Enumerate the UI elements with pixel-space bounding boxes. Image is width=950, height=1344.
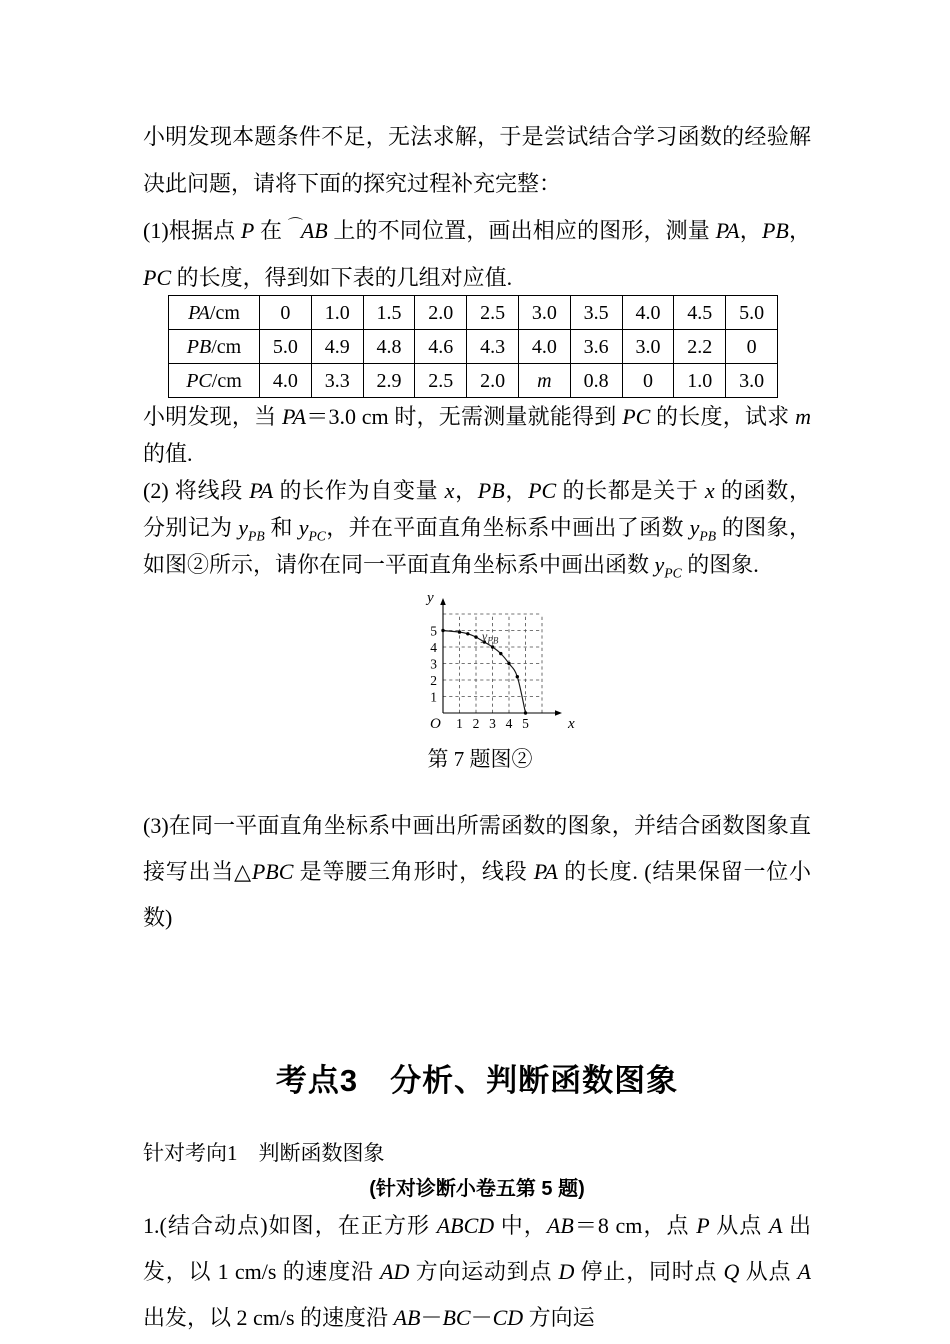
- paragraph-intro: 小明发现本题条件不足，无法求解，于是尝试结合学习函数的经验解决此问题，请将下面的探究过程补充完整：: [143, 124, 811, 196]
- table-cell: 0.8: [570, 364, 622, 398]
- table-cell: 1.5: [363, 296, 415, 330]
- text-segment: m: [537, 369, 552, 392]
- svg-text:4: 4: [505, 716, 512, 731]
- table-cell: 0: [260, 296, 312, 330]
- text-segment: D: [558, 1259, 575, 1284]
- text-segment: AB: [300, 218, 328, 243]
- table-cell: 4.0: [622, 296, 674, 330]
- paragraph-problem1: 1.(结合动点)如图，在正方形 ABCD 中，AB＝8 cm，点 P 从点 A 出发，以 1 cm/s 的速度沿 AD 方向运动到点 D 停止，同时点 Q 从点 A 出发，以 2 cm/s 的速度沿 AB－BC－CD 方向运: [143, 1213, 811, 1330]
- svg-text:2: 2: [472, 716, 479, 731]
- svg-text:2: 2: [429, 672, 437, 688]
- text-segment: AB: [393, 1305, 421, 1330]
- text-segment: y: [238, 515, 249, 540]
- table-cell: 2.2: [674, 330, 726, 364]
- text-segment: PB: [477, 478, 505, 503]
- table-cell: 2.0: [467, 364, 519, 398]
- text-segment: PB: [761, 218, 789, 243]
- table-cell: [518, 364, 570, 398]
- table-cell: 4.5: [674, 296, 726, 330]
- svg-text:O: O: [429, 716, 441, 732]
- table-cell: 4.0: [260, 364, 312, 398]
- svg-text:1: 1: [455, 716, 463, 731]
- text-segment: CD: [492, 1305, 524, 1330]
- text-segment: PC: [143, 265, 172, 290]
- table-cell: 4.3: [467, 330, 519, 364]
- table-cell: 5.0: [260, 330, 312, 364]
- table-cell: 3.3: [311, 364, 363, 398]
- table-cell: 1.0: [311, 296, 363, 330]
- table-cell: 2.9: [363, 364, 415, 398]
- table-cell: 0: [726, 330, 778, 364]
- text-segment: PA: [249, 478, 274, 503]
- text-segment: PBC: [251, 859, 294, 884]
- table-row: [169, 364, 778, 398]
- subsection-heading: 针对考向1 判断函数图象: [143, 1141, 385, 1165]
- table-cell: 5.0: [726, 296, 778, 330]
- source-note: (针对诊断小卷五第 5 题): [369, 1178, 585, 1200]
- text-segment: PB: [699, 528, 717, 544]
- text-segment: Q: [723, 1259, 740, 1284]
- svg-text:x: x: [567, 716, 575, 732]
- text-segment: A: [797, 1259, 811, 1284]
- table-cell: 4.9: [311, 330, 363, 364]
- text-segment: P: [240, 218, 255, 243]
- svg-text:5: 5: [521, 716, 529, 731]
- paragraph-part1: (1)根据点 P 在 ⌒AB 上的不同位置，画出相应的图形，测量 PA，PB，PC 的长度，得到如下表的几组对应值.: [143, 217, 811, 290]
- table-cell: 4.8: [363, 330, 415, 364]
- coordinate-graph: [413, 583, 578, 741]
- text-segment: y: [689, 515, 700, 540]
- text-segment: PA: [188, 301, 210, 324]
- row-header-cell: PC/cm: [169, 364, 260, 398]
- figure-caption: 第 7 题图②: [427, 747, 533, 771]
- svg-text:yPB: $y_{PB}$: [481, 629, 498, 646]
- data-table-body: [169, 296, 778, 398]
- table-cell: 3.0: [518, 296, 570, 330]
- text-segment: PB: [248, 528, 265, 544]
- text-segment: ABCD: [436, 1213, 495, 1238]
- figure-graph: [143, 583, 811, 773]
- table-cell: 4.6: [415, 330, 467, 364]
- table-cell: 2.5: [415, 364, 467, 398]
- paragraph-part2: (2) 将线段 PA 的长作为自变量 x，PB，PC 的长都是关于 x 的函数，分别记为 $y_{PB}$ 和 $y_{PC}$，并在平面直角坐标系中画出了函数 $y_{PB}$ 的图象，如图②所示，请你在同一平面直角坐标系中画出函数 $y_{PC}$ 的图象.: [143, 478, 811, 581]
- table-row: [169, 330, 778, 364]
- text-segment: PB: [186, 335, 212, 358]
- text-segment: x: [704, 478, 715, 503]
- text-segment: PA: [533, 859, 558, 884]
- text-segment: PC: [186, 369, 212, 392]
- text-segment: PC: [528, 478, 557, 503]
- text-segment: AB: [546, 1213, 574, 1238]
- measurement-table: [168, 295, 778, 398]
- table-cell: 4.0: [518, 330, 570, 364]
- svg-text:4: 4: [429, 639, 437, 655]
- text-segment: P: [696, 1213, 710, 1238]
- table-cell: 3.5: [570, 296, 622, 330]
- text-segment: x: [444, 478, 455, 503]
- section-heading: 考点3 分析、判断函数图象: [275, 1063, 679, 1098]
- row-header-cell: PB/cm: [169, 330, 260, 364]
- text-segment: m: [795, 404, 811, 429]
- text-segment: PA: [282, 404, 307, 429]
- text-segment: y: [654, 552, 665, 577]
- svg-text:3: 3: [429, 656, 437, 672]
- page-content: [143, 0, 811, 1341]
- table-cell: 1.0: [674, 364, 726, 398]
- svg-text:3: 3: [488, 716, 496, 731]
- text-segment: BC: [442, 1305, 471, 1330]
- text-segment: PC: [622, 404, 651, 429]
- text-segment: y: [298, 515, 309, 540]
- text-segment: PA: [715, 218, 740, 243]
- svg-text:1: 1: [429, 689, 437, 705]
- table-cell: 2.0: [415, 296, 467, 330]
- svg-text:y: y: [426, 590, 434, 606]
- text-segment: PC: [308, 528, 326, 544]
- text-segment: PC: [664, 565, 682, 581]
- paragraph-part3: (3)在同一平面直角坐标系中画出所需函数的图象，并结合函数图象直接写出当△PBC 是等腰三角形时，线段 PA 的长度. (结果保留一位小数): [143, 813, 812, 930]
- table-cell: 3.0: [622, 330, 674, 364]
- paragraph-after-table: 小明发现，当 PA＝3.0 cm 时，无需测量就能得到 PC 的长度，试求 m 的值.: [143, 404, 811, 466]
- table-cell: 3.0: [726, 364, 778, 398]
- svg-text:5: 5: [429, 623, 437, 639]
- text-segment: AD: [380, 1259, 410, 1284]
- table-cell: 3.6: [570, 330, 622, 364]
- table-cell: 0: [622, 364, 674, 398]
- text-segment: A: [768, 1213, 783, 1238]
- row-header-cell: PA/cm: [169, 296, 260, 330]
- table-cell: 2.5: [467, 296, 519, 330]
